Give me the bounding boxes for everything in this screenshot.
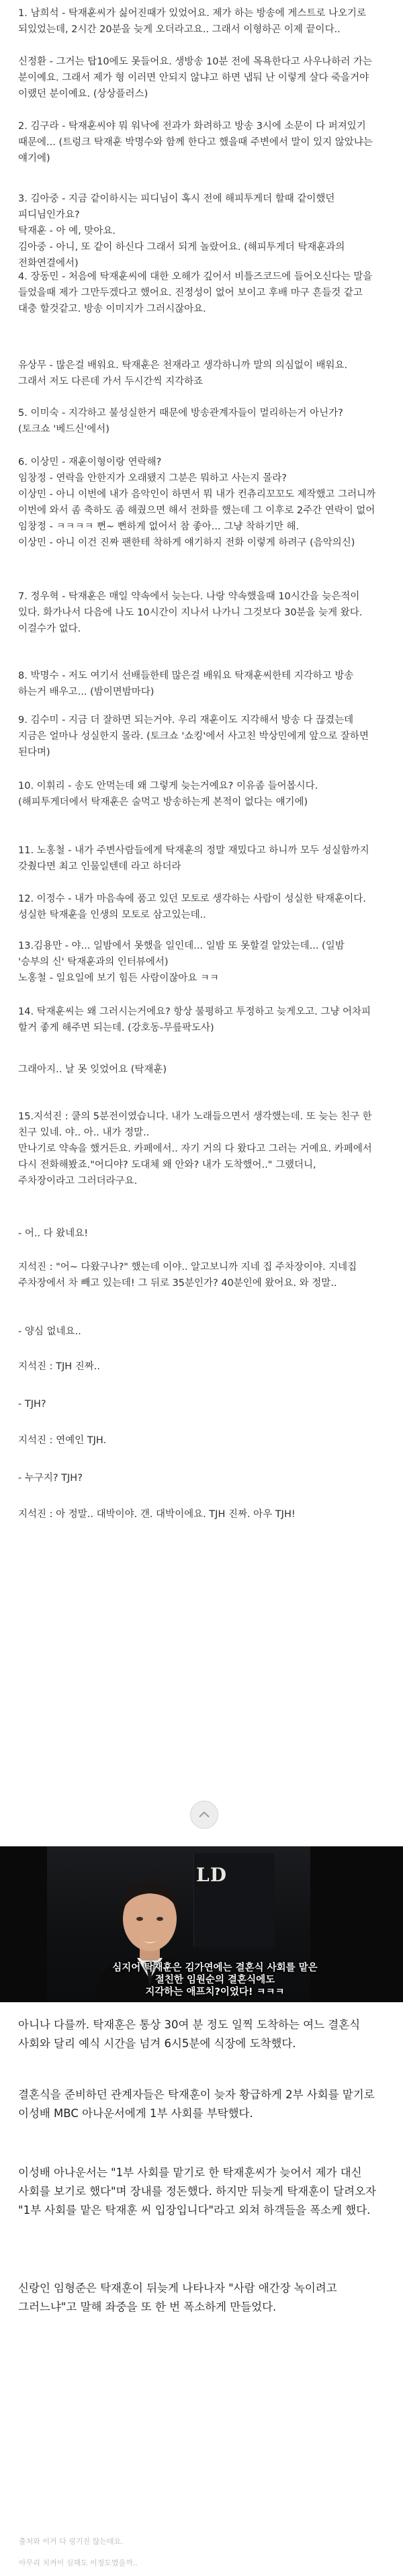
quote-paragraph: - 양심 없네요.. bbox=[18, 1326, 81, 1337]
quote-paragraph: 12. 이정수 - 내가 마음속에 품고 있던 모토로 생각하는 사람이 성실한 탁재훈이다. 성실한 탁재훈을 인생의 모토로 삼고있는데.. bbox=[18, 894, 369, 920]
photo-caption: 심지어 탁재훈은 김가연에는 결혼식 사회를 맡은 절친한 임원순의 결혼식에도 지각하는 애프치?이었다! ㅋㅋㅋ bbox=[112, 1963, 318, 1998]
quote-paragraph: 지석진 : 연예인 TJH. bbox=[18, 1435, 107, 1446]
article-paragraph: 아니나 다를까. 탁재훈은 통상 30여 분 정도 일찍 도착하는 여느 결혼식 사회와 달리 예식 시간을 넘겨 6시5분에 식장에 도착했다. bbox=[18, 2018, 364, 2050]
footer-line-1: 출처와 이거 다 링기진 않는데요. bbox=[19, 2537, 124, 2546]
footer-line-2: 아무리 치켜이 심해도 이정도였을까.. bbox=[19, 2559, 138, 2567]
quote-paragraph: 4. 장동민 - 처음에 탁재훈씨에 대한 오해가 깊어서 비틀즈코드에 들어오신다는 말을 들었을때 제가 그만두겠다고 했어요. 진정성이 없어 보이고 후배 마구 흔들것 같고 대충 할것같고. 방송 이미지가 그러시잖아요. bbox=[18, 271, 375, 314]
quote-paragraph: 10. 이휘리 - 송도 안먹는데 왜 그렇게 늦는거예요? 이유좀 들어봅시다. (해피투게더에서 탁재훈은 술먹고 방송하는게 본적이 없다는 얘기에) bbox=[18, 781, 321, 808]
quote-paragraph: 지석진 : "어~ 다왔구나?" 했는데 이야.. 알고보니까 지네 집 주차장이야. 지네집 주차장에서 차 빼고 있는데! 그 뒤로 35분인가? 40분인에 왔어요. 와 정말.. bbox=[18, 1262, 360, 1289]
quote-paragraph: 2. 김구라 - 탁재훈씨야 뭐 워낙에 전과가 화려하고 방송 3시에 소문이 다 퍼져있기 때문에... (트렁크 탁재훈 박명수와 함께 한다고 했을때 주변에서 말이 있지 않았냐는 얘기에) bbox=[18, 121, 376, 164]
chevron-up-icon bbox=[197, 1807, 212, 1822]
quote-paragraph: - 어.. 다 왔네요! bbox=[18, 1228, 89, 1239]
quote-paragraph: 5. 이미숙 - 지각하고 불성실한거 때문에 방송관계자들이 멀리하는거 아닌가? (토크쇼 '베드신'에서) bbox=[18, 408, 347, 435]
article-paragraph: 결혼식을 준비하던 관계자들은 탁재훈이 늦자 황급하게 2부 사회를 맡기로 이성배 MBC 아나운서에게 1부 사회를 부탁했다. bbox=[18, 2088, 378, 2120]
quote-paragraph: - 누구지? TJH? bbox=[18, 1473, 83, 1484]
quote-paragraph: 7. 정우혁 - 탁재훈은 매일 약속에서 늦는다. 나랑 약속했을때 10시간을 늦은적이 있다. 화가나서 다음에 나도 10시간이 지나서 나가니 그것보다 30분을 늦게 왔다. 이걸수가 없다. bbox=[18, 591, 366, 634]
quote-paragraph: 15.지석진 : 쿨의 5분전이였습니다. 내가 노래들으면서 생각했는데. 또 늦는 친구 한 친구 있네. 야.. 아.. 내가 정말.. 만나기로 약속을 했거든요. 카페에서.. 자기 거의 다 왔다고 그러는 거예요. 카페에서 다시 전화해봤죠."어디야? 도대체 왜 안와? 내가 도착했어.." 그랬더니, 주차장이라고 그러더라구요. bbox=[18, 1111, 372, 1187]
quote-paragraph: 9. 김수미 - 지금 더 잘하면 되는거야. 우리 재훈이도 지각해서 방송 다 끊겼는데 지금은 얼마나 성실한지 몰라. (토크쇼 '쇼킹'에서 사고친 박상민에게 앞으로 잘하면 된다며) bbox=[18, 715, 372, 758]
quote-paragraph: 13.김용만 - 야... 일밤에서 못했을 일인데... 일밤 또 못할걸 알았는데... (일밤 '승부의 신' 탁재훈과의 인터뷰에서) 노홍철 - 일요일에 보기 힘든 사람이잖아요 ㅋㅋ bbox=[18, 941, 345, 984]
quote-paragraph: 지석진 : TJH 진짜.. bbox=[18, 1361, 101, 1372]
quote-paragraph: 6. 이상민 - 재훈이형이랑 연락해? 임창정 - 연락을 안한지가 오래됐지 그분은 뭐하고 사는지 몰라? 이상민 - 아니 이번에 내가 음악인이 하면서 뭐 내가 컨츄리꼬꼬도 제작했고 그러니까 이번에 와서 좀 축하도 좀 해줬으면 해서 전화를 했는데 그 이후로 2주간 연락이 없어 임창정 - ㅋㅋㅋㅋ 뻔~ 뻔하게 없어서 참 좋아... 그냥 착하기만 해. 이상민 - 아니 이건 진짜 팬한테 착하게 얘기하지 전화 이렇게 하려구 (음악의신) bbox=[18, 457, 376, 548]
quote-paragraph: 1. 남희석 - 탁재훈씨가 싫어진때가 있었어요. 제가 하는 방송에 게스트로 나오기로 되있었는데, 2시간 20분을 늦게 오더라고요.. 그래서 이형하곤 이제 끝이다.. bbox=[18, 8, 369, 35]
footer bbox=[0, 2526, 403, 2576]
quote-paragraph: 3. 김아중 - 지금 같이하시는 피디님이 혹시 전에 해피투게더 할때 같이했던 피디님인가요? 탁재훈 - 아 예, 맞아요. 김아중 - 아니, 또 같이 하신다 그래서 되게 놀랐어요. (해피투게더 탁재훈과의 전화연결에서) bbox=[18, 194, 345, 269]
quote-paragraph: 14. 탁재훈씨는 왜 그러시는거에요? 항상 불평하고 투정하고 늦게오고. 그냥 어차피 할거 좋게 해주면 되는데. (강호동-무릎팍도사) bbox=[18, 1006, 374, 1033]
quote-paragraph: 유상무 - 많은걸 배워요. 탁재훈은 천재라고 생각하니까 말의 의심없이 배워요. 그래서 저도 다른데 가서 두시간씩 지각하죠 bbox=[18, 360, 351, 387]
quote-paragraph: 지석진 : 아 정말.. 대박이야. 갠. 대박이에요. TJH 진짜. 아우 TJH! bbox=[18, 1509, 296, 1520]
news-photo bbox=[0, 1846, 403, 2002]
quote-paragraph: 신정환 - 그거는 탑10에도 못들어요. 생방송 10분 전에 목욕한다고 사우나하러 가는 분이예요. 그래서 제가 형 이러면 안되지 않냐고 하면 냅둬 난 이렇게 살다 죽을거야 이랬던 분이예요. (상상플러스) bbox=[18, 56, 375, 99]
quote-paragraph: 그래아지.. 날 못 잊었어요 (탁재훈) bbox=[18, 1064, 167, 1075]
article-paragraph: 이성배 아나운서는 "1부 사회를 맡기로 한 탁재훈씨가 늦어서 제가 대신 사회를 보기로 했다"며 장내를 정돈했다. 하지만 뒤늦게 탁재훈이 달려오자 "1부 사회를 맡은 탁재훈 씨 입장입니다"라고 외쳐 하객들을 폭소케 했다. bbox=[18, 2166, 380, 2217]
article-paragraph: 신랑인 임형준은 탁재훈이 뒤늦게 나타나자 "사람 애간장 녹이려고 그러느냐"고 말해 좌중을 또 한 번 폭소하게 만들었다. bbox=[18, 2282, 341, 2313]
scroll-arrow-button[interactable] bbox=[190, 1801, 218, 1829]
quote-paragraph: - TJH? bbox=[18, 1399, 46, 1410]
quote-paragraph: 8. 박명수 - 저도 여기서 선배들한테 많은걸 배워요 탁재훈씨한테 지각하고 방송 하는거 배우고... (밤이면밤마다) bbox=[18, 671, 357, 697]
quote-paragraph: 11. 노홍철 - 내가 주변사람들에게 탁재훈의 정말 재밌다고 하니까 모두 성실함까지 갖췄다면 최고 인물일텐데 라고 하더라 bbox=[18, 845, 373, 872]
backdrop-logo: LD bbox=[196, 1864, 227, 1886]
